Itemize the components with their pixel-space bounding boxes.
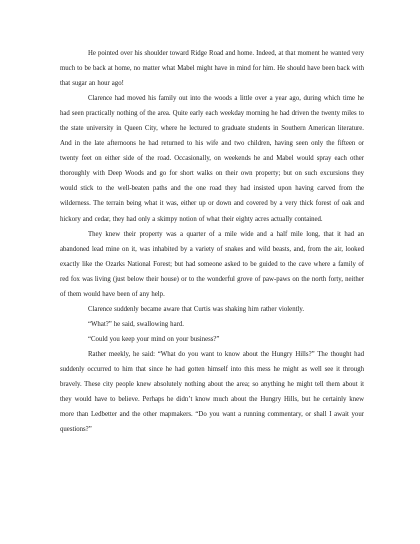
paragraph-4: Clarence suddenly became aware that Curtis was shaking him rather violently.: [88, 305, 305, 313]
paragraph-7: Rather meekly, he said: “What do you want to know about the Hungry Hills?” The thought had suddenly occurred to him that since he had gotten himself into this mess he might as well see it through bravely. These city people knew absolutely nothing about the area; so anything he might tell them about it they would have to believe. Perhaps he didn’t know much about the Hungry Hills, but he certainly knew more than Ledbetter and the other mapmakers. “Do you want a running commentary, or shall I await your questions?”: [60, 350, 364, 434]
paragraph-1: He pointed over his shoulder toward Ridge Road and home. Indeed, at that moment he wanted very much to be back at home, no matter what Mabel might have in mind for him. He should have been back with that sugar an hour ago!: [60, 50, 364, 88]
paragraph-3: They knew their property was a quarter of a mile wide and a half mile long, that it had an abandoned lead mine on it, was inhabited by a variety of snakes and wild beasts, and, from the air, looked exactly like the Ozarks National Forest; but had someone asked to be guided to the cave where a family of red fox was living (just below their house) or to the wonderful grove of paw-paws on the north forty, neither of them would have been of any help.: [60, 230, 364, 298]
paragraph-5: “What?” he said, swallowing hard.: [88, 320, 184, 328]
paragraph-2: Clarence had moved his family out into the woods a little over a year ago, during which time he had seen practically nothing of the area. Quite early each weekday morning he had driven the twenty miles to the state university in Queen City, where he lectured to graduate students in Southern American literature. And in the late afternoons he had returned to his wife and two children, having seen only the fifteen or twenty feet on either side of the road. Occasionally, on weekends he and Mabel would spray each other thoroughly with Deep Woods and go for short walks on their own property; but on such excursions they would stick to the well-beaten paths and the one road they had insisted upon having carved from the wilderness. The terrain being what it was, either up or down and covered by a very thick forest of oak and hickory and cedar, they had only a skimpy notion of what their eighty acres actually contained.: [60, 95, 364, 223]
paragraph-6: “Could you keep your mind on your business?”: [88, 335, 220, 343]
